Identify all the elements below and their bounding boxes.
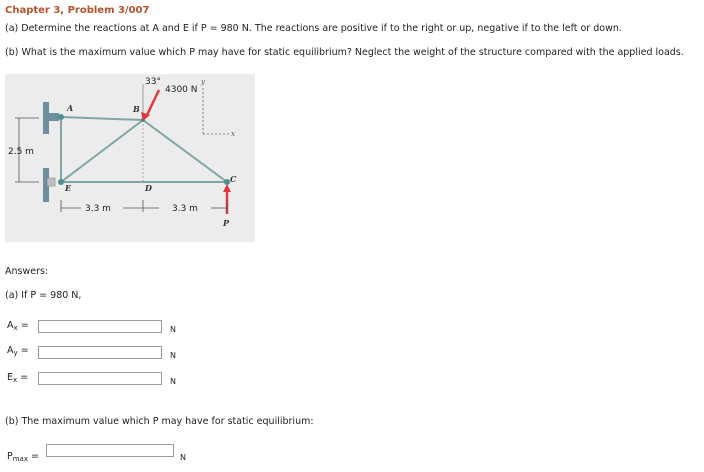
dim-left-label: 3.3 m bbox=[85, 204, 111, 214]
ax-input[interactable] bbox=[38, 320, 162, 333]
member-eb bbox=[61, 120, 143, 182]
axes-icon bbox=[203, 88, 229, 134]
truss-diagram bbox=[5, 74, 255, 242]
label-b: B bbox=[133, 104, 140, 114]
ay-input[interactable] bbox=[38, 346, 162, 359]
label-c: C bbox=[230, 174, 237, 184]
part-b-statement: (b) What is the maximum value which P may have for static equilibrium? Neglect the weight of the structure compared with the applied loads. bbox=[5, 47, 684, 58]
axis-label-y: y bbox=[201, 78, 205, 86]
force-label: 4300 N bbox=[165, 85, 198, 95]
label-pmax bbox=[7, 451, 39, 463]
ex-input[interactable] bbox=[38, 372, 162, 385]
label-d: D bbox=[145, 183, 152, 193]
axis-label-x: x bbox=[231, 130, 235, 138]
var-e: E bbox=[7, 372, 14, 383]
equals-sign: = bbox=[31, 451, 39, 462]
sub-x: x bbox=[13, 376, 18, 384]
member-ab bbox=[61, 117, 143, 120]
unit-pmax: N bbox=[180, 453, 186, 462]
label-ay bbox=[7, 345, 29, 357]
dim-right-label: 3.3 m bbox=[172, 204, 198, 214]
member-bc bbox=[143, 120, 227, 182]
part-b-label: (b) The maximum value which P may have for static equilibrium: bbox=[5, 416, 314, 427]
equals-sign: = bbox=[20, 320, 29, 331]
equals-sign: = bbox=[20, 372, 29, 383]
truss-members bbox=[61, 117, 227, 182]
answers-heading: Answers: bbox=[5, 266, 49, 277]
label-p: P bbox=[223, 218, 230, 228]
part-a-statement: (a) Determine the reactions at A and E if P = 980 N. The reactions are positive if to the right or up, negative if to the left or down. bbox=[5, 23, 622, 34]
truss-figure bbox=[5, 74, 255, 242]
label-ex bbox=[7, 372, 28, 384]
label-a: A bbox=[67, 103, 74, 113]
label-ax bbox=[7, 320, 29, 332]
sub-x: x bbox=[13, 324, 18, 332]
unit-ex: N bbox=[170, 377, 176, 386]
roller-e bbox=[47, 178, 55, 186]
pin-e bbox=[58, 179, 64, 185]
angle-label: 33° bbox=[145, 77, 161, 87]
unit-ax: N bbox=[170, 325, 176, 334]
support-bracket-a bbox=[49, 113, 59, 121]
var-a: A bbox=[7, 345, 14, 356]
sub-max: max bbox=[12, 455, 28, 463]
label-e: E bbox=[65, 183, 72, 193]
part-a-label: (a) If P = 980 N, bbox=[5, 290, 82, 301]
pin-a bbox=[58, 114, 64, 120]
var-a: A bbox=[7, 320, 14, 331]
force-arrowhead-p bbox=[223, 184, 231, 192]
dim-vertical-label: 2.5 m bbox=[8, 147, 34, 157]
var-p: P bbox=[7, 451, 13, 462]
problem-title: Chapter 3, Problem 3/007 bbox=[5, 5, 150, 16]
force-arrow-4300 bbox=[146, 90, 159, 117]
equals-sign: = bbox=[20, 345, 29, 356]
unit-ay: N bbox=[170, 351, 176, 360]
sub-y: y bbox=[13, 349, 18, 357]
pmax-input[interactable] bbox=[46, 444, 174, 457]
wall-a bbox=[43, 102, 49, 134]
